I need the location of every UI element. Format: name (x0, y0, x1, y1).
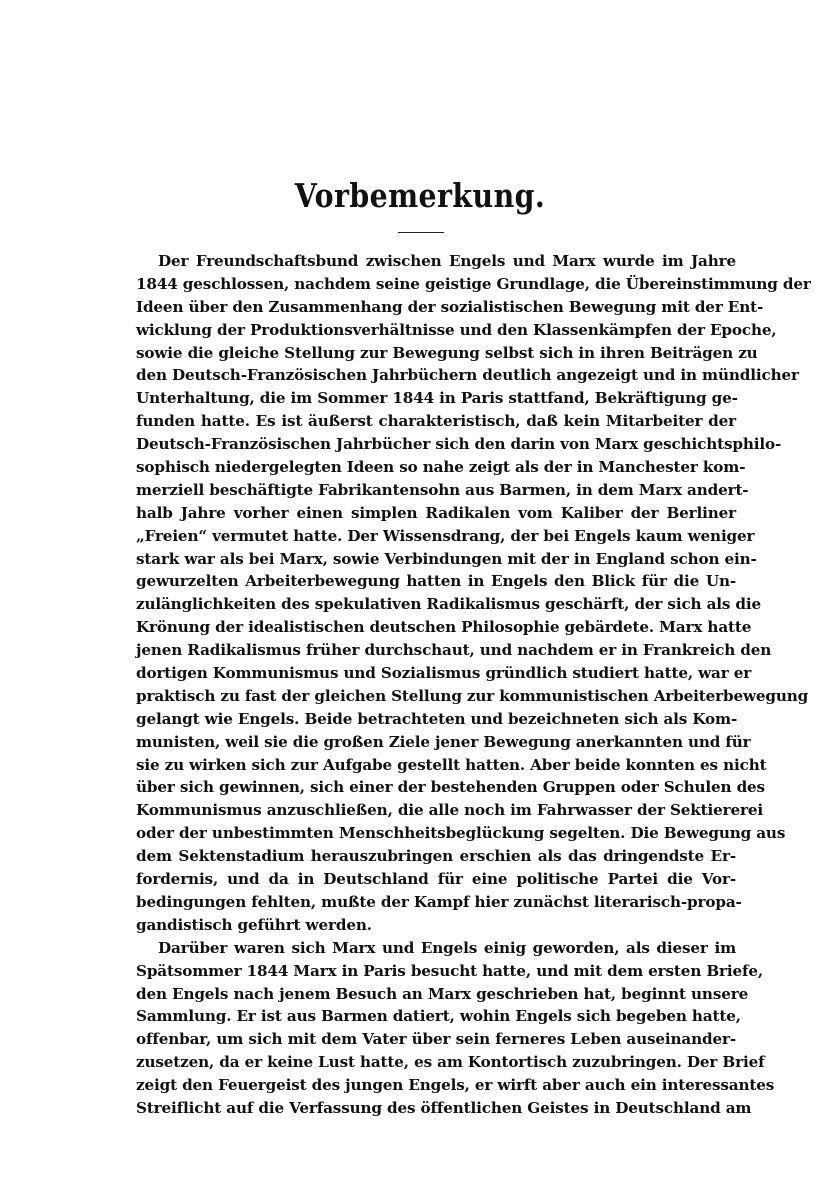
text-line: zusetzen, da er keine Lust hatte, es am Kontortisch zuzubringen. Der Brief (136, 1053, 765, 1072)
text-line: Unterhaltung, die im Sommer 1844 in Paris stattfand, Bekräftigung ge- (136, 389, 738, 408)
text-line: halb Jahre vorher einen simplen Radikalen vom Kaliber der Berliner (136, 503, 736, 522)
text-line: dortigen Kommunismus und Sozialismus gründlich studiert hatte, war er (136, 664, 752, 683)
text-line: Krönung der idealistischen deutschen Philosophie gebärdete. Marx hatte (136, 618, 752, 637)
text-line: Sammlung. Er ist aus Barmen datiert, wohin Engels sich begeben hatte, (136, 1007, 741, 1026)
text-line: offenbar, um sich mit dem Vater über sein ferneres Leben auseinander- (136, 1030, 736, 1049)
text-line: bedingungen fehlten, mußte der Kampf hier zunächst literarisch-propa- (136, 892, 742, 911)
body-text (136, 250, 811, 1120)
text-line: „Freien“ vermutet hatte. Der Wissensdrang, der bei Engels kaum weniger (136, 526, 755, 545)
text-line: über sich gewinnen, sich einer der bestehenden Gruppen oder Schulen des (136, 778, 765, 797)
text-line: gewurzelten Arbeiterbewegung hatten in Engels den Blick für die Un- (136, 572, 736, 591)
page-title: Vorbemerkung. (294, 176, 546, 215)
text-line: Darüber waren sich Marx und Engels einig geworden, als dieser im (158, 938, 736, 957)
text-line: Kommunismus anzuschließen, die alle noch im Fahrwasser der Sektiererei (136, 801, 764, 820)
text-line: Deutsch-Französischen Jahrbücher sich den darin von Marx geschichtsphilo- (136, 435, 782, 454)
text-line: stark war als bei Marx, sowie Verbindungen mit der in England schon ein- (136, 549, 757, 568)
text-line: dem Sektenstadium herauszubringen erschien als das dringendste Er- (136, 847, 736, 866)
text-line: fordernis, und da in Deutschland für eine politische Partei die Vor- (136, 870, 736, 889)
text-line: Der Freundschaftsbund zwischen Engels und Marx wurde im Jahre (158, 252, 736, 270)
text-line: merziell beschäftigte Fabrikantensohn aus Barmen, in dem Marx andert- (136, 480, 749, 499)
text-line: zulänglichkeiten des spekulativen Radikalismus geschärft, der sich als die (136, 595, 762, 614)
text-line: wicklung der Produktionsverhältnisse und den Klassenkämpfen der Epoche, (136, 320, 777, 339)
text-line: munisten, weil sie die großen Ziele jener Bewegung anerkannten und für (136, 732, 751, 751)
title-divider (398, 232, 444, 233)
text-line: Ideen über den Zusammenhang der sozialistischen Bewegung mit der Ent- (136, 297, 764, 316)
text-line: Spätsommer 1844 Marx in Paris besucht hatte, und mit dem ersten Briefe, (136, 961, 764, 980)
text-line: oder der unbestimmten Menschheitsbeglückung segelten. Die Bewegung aus (136, 824, 786, 843)
text-line: gandistisch geführt werden. (136, 915, 372, 934)
text-line: den Engels nach jenem Besuch an Marx geschrieben hat, beginnt unsere (136, 984, 749, 1003)
text-line: 1844 geschlossen, nachdem seine geistige Grundlage, die Übereinstimmung der (136, 274, 811, 293)
text-line: funden hatte. Es ist äußerst charakteristisch, daß kein Mitarbeiter der (136, 412, 736, 431)
text-line: sowie die gleiche Stellung zur Bewegung selbst sich in ihren Beiträgen zu (136, 343, 758, 362)
text-line: den Deutsch-Französischen Jahrbüchern deutlich angezeigt und in mündlicher (136, 366, 799, 385)
text-line: sophisch niedergelegten Ideen so nahe zeigt als der in Manchester kom- (136, 458, 746, 477)
text-line: praktisch zu fast der gleichen Stellung zur kommunistischen Arbeiterbewegung (136, 686, 809, 705)
text-line: sie zu wirken sich zur Aufgabe gestellt hatten. Aber beide konnten es nicht (136, 755, 767, 774)
text-line: gelangt wie Engels. Beide betrachteten und bezeichneten sich als Kom- (136, 709, 738, 728)
text-line: jenen Radikalismus früher durchschaut, und nachdem er in Frankreich den (136, 641, 772, 660)
text-line: zeigt den Feuergeist des jungen Engels, er wirft aber auch ein interessantes (136, 1076, 775, 1095)
text-line: Streiflicht auf die Verfassung des öffentlichen Geistes in Deutschland am (136, 1098, 752, 1117)
